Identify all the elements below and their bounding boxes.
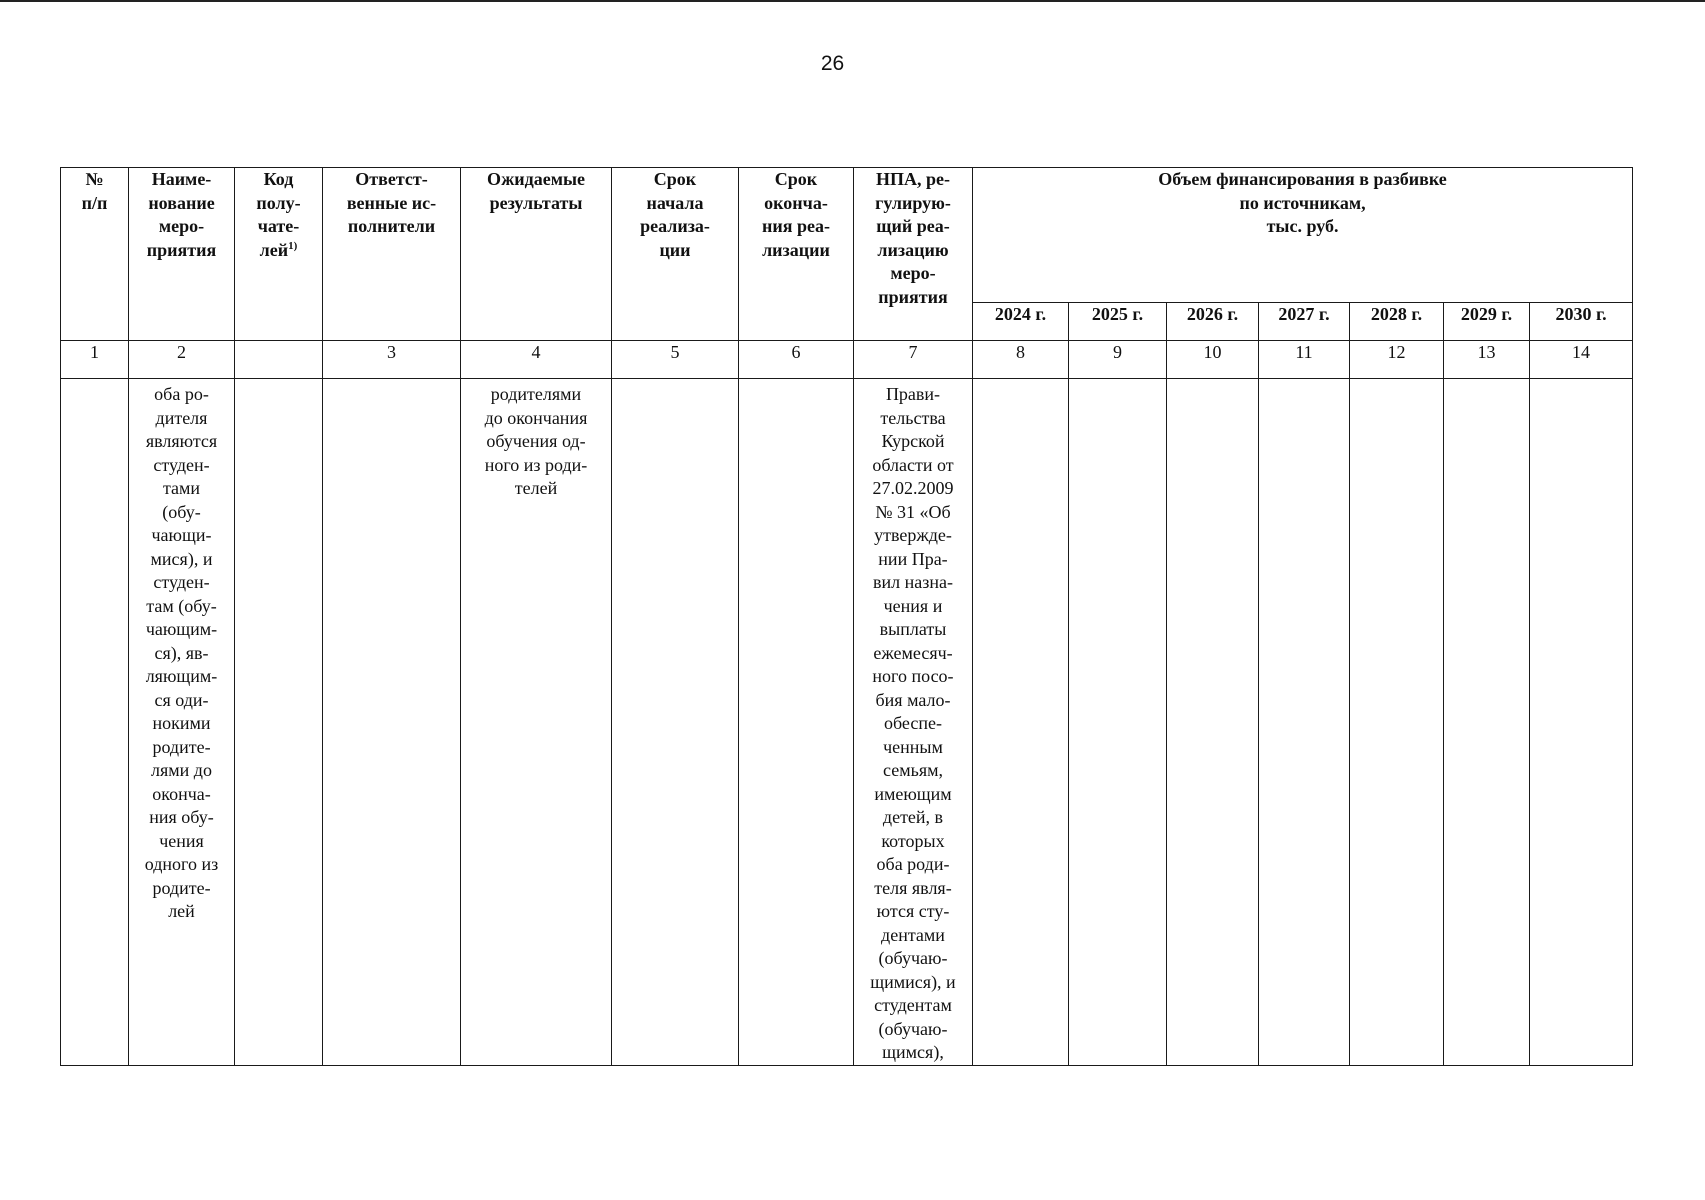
cell-end xyxy=(739,379,854,1066)
page-top-edge xyxy=(0,0,1705,2)
year-2028: 2028 г. xyxy=(1350,303,1444,341)
cell-funding-2027 xyxy=(1259,379,1350,1066)
year-2030: 2030 г. xyxy=(1530,303,1633,341)
cell-npa: Прави- тельства Курской области от 27.02.2009 № 31 «Об утвержде- нии Пра- вил назна- чения и выплаты ежемесяч- ного посо- бия мало- обеспе- ченным семьям, имеющим детей, в которых оба роди- теля явля- ются сту- дентами (обучаю- щимися), и студентам (обучаю- щимся), xyxy=(854,379,973,1066)
column-number: 4 xyxy=(461,341,612,379)
column-number: 11 xyxy=(1259,341,1350,379)
cell-funding-2025 xyxy=(1069,379,1167,1066)
header-name: Наиме- нование меро- приятия xyxy=(129,168,235,341)
year-2026: 2026 г. xyxy=(1167,303,1259,341)
column-number: 12 xyxy=(1350,341,1444,379)
cell-results: родителями до окончания обучения од- ного из роди- телей xyxy=(461,379,612,1066)
column-number: 7 xyxy=(854,341,973,379)
cell-funding-2029 xyxy=(1444,379,1530,1066)
column-number: 9 xyxy=(1069,341,1167,379)
cell-code xyxy=(235,379,323,1066)
year-2027: 2027 г. xyxy=(1259,303,1350,341)
column-number: 13 xyxy=(1444,341,1530,379)
column-number: 10 xyxy=(1167,341,1259,379)
header-code: Код полу- чате- лей$^{1)}$ xyxy=(235,168,323,341)
column-number-row xyxy=(61,341,1633,379)
cell-funding-2030 xyxy=(1530,379,1633,1066)
header-no: № п/п xyxy=(61,168,129,341)
header-responsible: Ответст- венные ис- полнители xyxy=(323,168,461,341)
page-number: 26 xyxy=(820,52,845,75)
column-number: 3 xyxy=(323,341,461,379)
cell-funding-2024 xyxy=(973,379,1069,1066)
cell-funding-2028 xyxy=(1350,379,1444,1066)
cell-name: оба ро- дителя являются студен- тами (обу- чающи- мися), и студен- там (обу- чающим- ся), яв- ляющим- ся оди- нокими родите- лями до оконча- ния обу- чения одного из родите- лей xyxy=(129,379,235,1066)
table-row xyxy=(61,379,1633,1066)
column-number: 2 xyxy=(129,341,235,379)
cell-no xyxy=(61,379,129,1066)
header-start: Срок начала реализа- ции xyxy=(612,168,739,341)
column-number xyxy=(235,341,323,379)
column-number: 6 xyxy=(739,341,854,379)
column-number: 1 xyxy=(61,341,129,379)
cell-responsible xyxy=(323,379,461,1066)
year-2024: 2024 г. xyxy=(973,303,1069,341)
header-end: Срок оконча- ния реа- лизации xyxy=(739,168,854,341)
year-2029: 2029 г. xyxy=(1444,303,1530,341)
header-row xyxy=(61,168,1633,303)
header-code-footnote: 1) xyxy=(288,239,298,252)
header-funding: Объем финансирования в разбивке по источникам, тыс. руб. xyxy=(973,168,1633,303)
funding-table xyxy=(60,167,1633,1066)
header-npa: НПА, ре- гулирую- щий реа- лизацию меро- приятия xyxy=(854,168,973,341)
header-results: Ожидаемые результаты xyxy=(461,168,612,341)
column-number: 8 xyxy=(973,341,1069,379)
column-number: 14 xyxy=(1530,341,1633,379)
year-2025: 2025 г. xyxy=(1069,303,1167,341)
column-number: 5 xyxy=(612,341,739,379)
cell-funding-2026 xyxy=(1167,379,1259,1066)
cell-start xyxy=(612,379,739,1066)
